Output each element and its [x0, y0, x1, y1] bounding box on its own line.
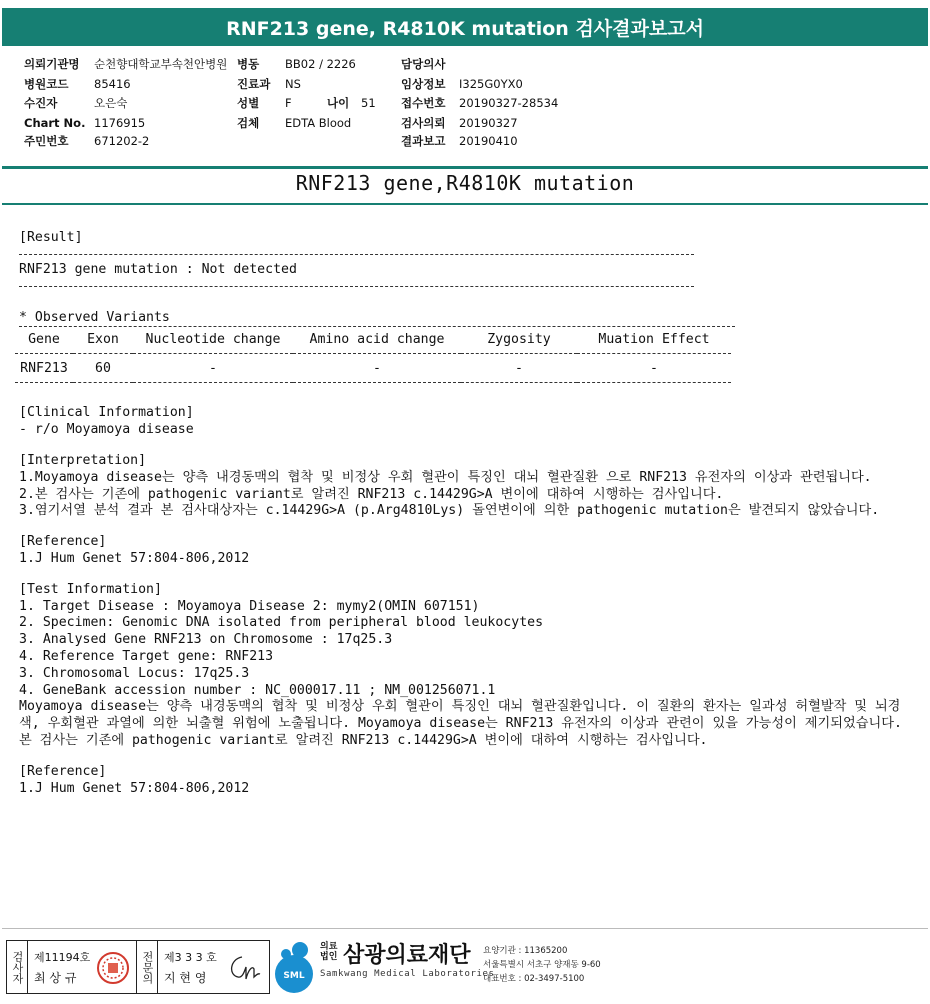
meta-row: 의뢰기관명 순천향대학교부속천안병원: [24, 57, 228, 71]
table-row: [15, 356, 731, 383]
meta-row: 병원코드 85416: [24, 77, 131, 91]
signature-label: 검사자: [7, 941, 28, 993]
meta-row: 검사의뢰 20190327: [401, 116, 518, 130]
report-body: [19, 230, 909, 797]
test-info-item: 4. Reference Target gene: RNF213: [19, 648, 274, 664]
header-divider: [2, 166, 928, 169]
result-line: RNF213 gene mutation : Not detected: [19, 261, 297, 277]
variants-table: [15, 327, 731, 385]
signature-block: [28, 941, 137, 993]
reference-item: 1.J Hum Genet 57:804-806,2012: [19, 780, 250, 796]
column-header: Zygosity: [487, 331, 551, 347]
table-cell: RNF213: [20, 360, 68, 376]
column-header: Amino acid change: [309, 331, 445, 347]
license-number: 제11194호: [34, 951, 91, 964]
table-cell: -: [650, 360, 658, 376]
meta-row: 성별 F 나이 51: [237, 96, 376, 110]
test-info-item: 2. Specimen: Genomic DNA isolated from peripheral blood leukocytes: [19, 615, 544, 631]
interpretation-item: 2.본 검사는 기존에 pathogenic variant로 알려진 RNF213 c.14429G>A 변이에 대하여 시행하는 검사입니다.: [19, 486, 724, 502]
signer-name: 최 상 규: [34, 971, 77, 985]
license-number: 제3 3 3 호: [164, 951, 217, 964]
signature-box: [6, 940, 270, 994]
table-cell: -: [515, 360, 523, 376]
seal-stamp-icon: [96, 951, 130, 985]
org-info-line: 대표번호 : 02-3497-5100: [483, 974, 585, 984]
table-cell: -: [373, 360, 381, 376]
signer-name: 지 현 영: [164, 971, 207, 985]
clinical-line: - r/o Moyamoya disease: [19, 422, 194, 438]
report-subtitle: RNF213 gene,R4810K mutation: [295, 171, 635, 195]
dashed-divider: [19, 254, 694, 255]
meta-row: 결과보고 20190410: [401, 134, 518, 148]
column-header: Nucleotide change: [145, 331, 281, 347]
handwritten-signature-icon: [224, 953, 262, 983]
sml-logo-icon: [272, 940, 318, 994]
logo-text: SML: [283, 971, 305, 981]
meta-row: 주민번호 671202-2: [24, 134, 150, 148]
org-info-line: 서울특별시 서초구 양재동 9-60: [483, 960, 601, 970]
table-header-row: [15, 327, 731, 354]
reference-item: 1.J Hum Genet 57:804-806,2012: [19, 550, 250, 566]
subtitle-divider: [2, 203, 928, 205]
meta-row: 접수번호 20190327-28534: [401, 96, 559, 110]
result-heading: [Result]: [19, 230, 83, 245]
meta-row: 수진자 오은숙: [24, 96, 128, 110]
org-name: 삼광의료재단: [343, 943, 471, 968]
meta-row: 검체 EDTA Blood: [237, 116, 352, 130]
table-cell: 60: [95, 360, 111, 376]
meta-row: 임상정보 I325G0YX0: [401, 77, 523, 91]
meta-row: 진료과 NS: [237, 77, 301, 91]
report-title: RNF213 gene, R4810K mutation 검사결과보고서: [2, 8, 928, 46]
meta-row: 병동 BB02 / 2226: [237, 57, 356, 71]
test-info-item: 1. Target Disease : Moyamoya Disease 2: mymy2(OMIN 607151): [19, 598, 480, 614]
footer-divider: [2, 928, 928, 929]
clinical-heading: [Clinical Information]: [19, 405, 194, 421]
interpretation-heading: [Interpretation]: [19, 452, 147, 468]
column-header: Gene: [28, 331, 60, 347]
test-info-paragraph: Moyamoya disease는 양측 내경동맥의 협착 및 비정상 우회 혈관이 특징인 대뇌 혈관질환입니다. 이 질환의 환자는 일과성 허혈발작 및 뇌경색, 우회혈관 과열에 의한 뇌출혈 위험에 노출됩니다. Moyamoya disease는 RNF213 유전자의 이상과 관련이 있을 가능성이 제기되었습니다. 본 검사는 기존에 pathogenic variant로 알려진 RNF213 c.14429G>A 변이에 대하여 시행하는 검사입니다.: [19, 699, 902, 748]
test-info-item: 3. Analysed Gene RNF213 on Chromosome : 17q25.3: [19, 632, 393, 648]
test-info-item: 4. GeneBank accession number : NC_000017.11 ; NM_001256071.1: [19, 682, 496, 698]
column-header: Exon: [87, 331, 119, 347]
signature-label: 전문의: [137, 941, 158, 993]
meta-row: Chart No. 1176915: [24, 116, 146, 130]
org-name-en: Samkwang Medical Laboratories: [320, 969, 495, 979]
interpretation-item: 1.Moyamoya disease는 양측 내경동맥의 협착 및 비정상 우회 혈관이 특징인 대뇌 혈관질환 으로 RNF213 유전자의 이상과 관련됩니다.: [19, 469, 872, 485]
interpretation-item: 3.염기서열 분석 결과 본 검사대상자는 c.14429G>A (p.Arg4810Lys) 돌연변이에 의한 pathogenic mutation은 발견되지 않았습니다.: [19, 503, 880, 519]
reference-heading: [Reference]: [19, 763, 107, 779]
column-header: Muation Effect: [598, 331, 710, 347]
variants-heading: * Observed Variants: [19, 309, 170, 325]
org-prefix: 의료 법인: [320, 942, 338, 962]
table-cell: -: [209, 360, 217, 376]
reference-heading: [Reference]: [19, 534, 107, 550]
signature-block: [158, 941, 268, 993]
footer: [2, 938, 928, 996]
test-info-item: 3. Chromosomal Locus: 17q25.3: [19, 665, 250, 681]
test-info-heading: [Test Information]: [19, 581, 162, 597]
meta-row: 담당의사: [401, 57, 446, 71]
org-info-line: 요양기관 : 11365200: [483, 946, 568, 956]
